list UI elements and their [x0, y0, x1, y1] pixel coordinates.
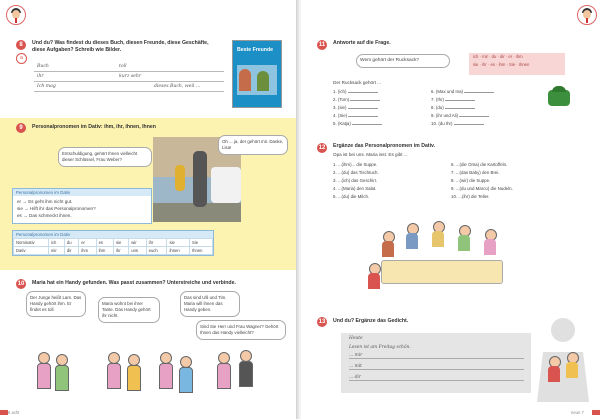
notebook-lines [34, 62, 224, 94]
book-cover-title: Beste Freunde [237, 47, 274, 53]
example-text: Der Rucksack gehört ... [333, 80, 381, 85]
table-cell: Nominativ [14, 239, 49, 247]
fill-item: 8. ...(wir) die Suppe. [451, 178, 491, 183]
cartoon-person [565, 352, 579, 378]
table-cell: du [64, 239, 78, 247]
exercise-4-title: Antworte auf die Frage. [333, 40, 391, 46]
cartoon-person [156, 352, 174, 388]
left-page [0, 0, 299, 419]
speech-bubble-left: Entschuldigung, gehört Ihnen vielleicht dieser Schlüssel, Frau Weber? [58, 147, 152, 167]
book-cover-image [232, 40, 282, 108]
cartoon-person [214, 352, 232, 388]
table-cell: ich [48, 239, 64, 247]
table-cell: er [79, 239, 96, 247]
cartoon-person [52, 354, 70, 390]
poem-line: Lesen ist am Freitag schön. [349, 345, 411, 350]
fill-item: 4. ...(Maria) den Salat. [333, 186, 377, 191]
table-cell: mir [48, 247, 64, 255]
answer-item: 9. (ihr und Ali) [431, 112, 489, 118]
fill-item: 3. ...(ich) das Geschirr. [333, 178, 378, 183]
teacher-avatar-icon [6, 5, 26, 25]
exercise-number: 13 [318, 319, 326, 325]
answer-item: 6. (Max und Ina) [431, 88, 494, 94]
page-footer: neun 7 [571, 410, 584, 415]
poem-line: ... dir [349, 375, 361, 380]
table-cell: ihm [96, 247, 113, 255]
exercise-number: 8 [16, 40, 26, 50]
answer-item: 10. (du Ihr) [431, 120, 484, 126]
cartoon-person [236, 350, 254, 386]
pronoun-table-title: Personalpronomen im Dativ [13, 231, 213, 238]
notebook-label: ihr [37, 74, 44, 79]
speech-bubble-right: Oh ... ja, der gehört mir. Danke, Lisa! [218, 135, 288, 155]
exercise-sub-number: a [16, 53, 27, 64]
poem-line: ... mir [349, 353, 363, 358]
notebook-line [34, 72, 224, 82]
backpack-icon [548, 90, 570, 106]
notebook-value: kurz sehr [119, 74, 142, 79]
table-cell: sie [167, 239, 190, 247]
exercise-1-instruction: Und du? Was findest du dieses Buch, diesen Freunde, diese Geschäfte, diese Aufgaben? Schreib wie Bilder. [32, 40, 209, 53]
grammar-line: sie → Hilft ihr das Personalpronomen? [17, 206, 96, 211]
grammar-box-title: Personalpronomen im Dativ [13, 189, 151, 196]
answer-item: 5. (Katja) [333, 120, 382, 126]
cartoon-person [104, 352, 122, 388]
exercise-3-title: Maria hat ein Handy gefunden. Was passt zusammen? Unterstreiche und verbinde. [32, 280, 236, 286]
notebook-value: toll [119, 64, 127, 69]
notebook-line [34, 82, 224, 92]
answer-item: 4. (Sie) [333, 112, 378, 118]
answer-item: 1. (ich) [333, 88, 378, 94]
fill-item: 7. ...(das Baby) den Brei. [451, 170, 500, 175]
poem-line: ... mit [349, 364, 362, 369]
exercise-2-title: Personalpronomen im Dativ: ihm, ihr, ihnen, Ihnen [32, 124, 156, 130]
table-cell: ihr [113, 247, 128, 255]
table-cell: Sie [190, 239, 213, 247]
hint-row: ich · mir · du · dir · er · ihm [473, 54, 523, 59]
exercise-number: 11 [318, 42, 326, 48]
table-cell: wir [129, 239, 146, 247]
page-tab [592, 410, 600, 415]
exercise-number: 12 [318, 145, 326, 151]
table-row [14, 247, 213, 255]
cartoon-person [547, 356, 561, 382]
speech-bubble: Maria wohnt bei ihrer Tante. Das Handy gehört ihr nicht. [98, 297, 160, 323]
table-cell: euch [146, 247, 167, 255]
teacher-avatar-icon [577, 5, 597, 25]
exercise-number: 9 [16, 123, 26, 133]
answer-item: 8. (du) [431, 104, 475, 110]
pronoun-hint-box [469, 53, 565, 75]
table-cell: ihnen [167, 247, 190, 255]
table-cell: uns [129, 247, 146, 255]
grammar-line: er → Es geht ihm nicht gut. [17, 199, 73, 204]
exercise-6-title: Und du? Ergänze das Gedicht. [333, 318, 409, 324]
page-footer: 6 acht [8, 410, 20, 415]
poem-line: Heute [349, 336, 363, 341]
fill-item: 2. ...(du) das Tischtuch. [333, 170, 379, 175]
fill-item: 6. ...(die Oma) die Kartoffeln. [451, 162, 508, 167]
notebook-line [34, 62, 224, 72]
exercise-number: 10 [17, 281, 25, 287]
table-cell: ihr [146, 239, 167, 247]
hint-row: sie · ihr · es · ihm · Sie · Ihnen [473, 62, 530, 67]
question-bubble: Wem gehört der Rucksack? [356, 54, 450, 68]
page-tab [0, 410, 8, 415]
table-cell: Dativ [14, 247, 49, 255]
speech-bubble: Das sind Ulli und Tim. Maria will ihnen das Handy geben. [180, 291, 240, 317]
answer-item: 7. (Ihr) [431, 96, 475, 102]
answer-item: 2. (Tom) [333, 96, 380, 102]
poem-box [341, 333, 531, 393]
answer-item: 3. (sie) [333, 104, 378, 110]
fill-item: 10. ...(ihr) die Teller. [451, 194, 490, 199]
cartoon-person [124, 354, 142, 390]
speech-bubble: Der Junge heißt Lars. Das Handy gehört ihm. Er findet es toll. [26, 291, 86, 317]
pronoun-table [12, 230, 214, 256]
cartoon-person [34, 352, 52, 388]
table-cell: dir [64, 247, 78, 255]
table-cell: ihm [79, 247, 96, 255]
notebook-label: Buch [37, 64, 49, 69]
exercise-5-title: Ergänze das Personalpronomen im Dativ. [333, 143, 435, 149]
fill-item: 1. ...(ihm)... die Suppe. [333, 162, 378, 167]
grammar-line: es → Das schmeckt ihnen. [17, 213, 72, 218]
notebook-label: Ich mag [37, 84, 56, 89]
table-cell: sie [113, 239, 128, 247]
grammar-box [12, 188, 152, 224]
table-cell: es [96, 239, 113, 247]
table-cell: Ihnen [190, 247, 213, 255]
cartoon-person [176, 356, 194, 392]
table-row [14, 239, 213, 247]
family-dinner-illustration [361, 215, 511, 305]
right-page [301, 0, 600, 419]
exercise-5-intro: Opa ist bei uns. Maria isst. Es gibt ... [333, 152, 408, 157]
fill-item: 9. ...(du und Marco) die Nudeln. [451, 186, 513, 191]
notebook-value: dieses Buch, weil ... [154, 84, 201, 89]
fill-item: 5. ...(du) die Milch. [333, 194, 370, 199]
speech-bubble: Sind Sie Herr und Frau Wagner? Gehört Ihnen das Handy vielleicht? [196, 320, 286, 340]
